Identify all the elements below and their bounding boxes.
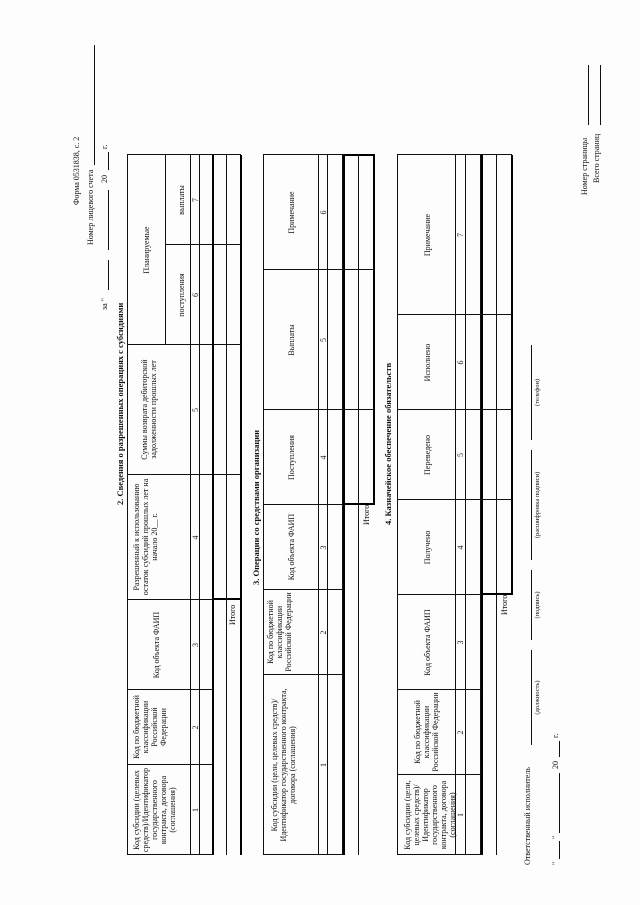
phone-line: [531, 345, 532, 440]
section2-title: 2. Сведения о разрешенных операциях с субсидиями: [115, 302, 125, 505]
s2-num7: 7: [191, 198, 200, 202]
date-quote-open: ": [551, 861, 560, 865]
day-field: [108, 260, 109, 290]
year-field: [108, 152, 109, 170]
s3-col1-header: Код субсидии (цели, целевых средств)/Идентификатор государственного контракта, договора (соглашения): [270, 688, 297, 842]
section4-title: 4. Казначейское обеспечение обязательств: [383, 362, 393, 525]
s3-total-label: Итого: [362, 504, 371, 525]
date-g: г.: [551, 733, 560, 738]
pages-total-label: Всего страниц: [592, 133, 601, 183]
position-line: [531, 650, 532, 745]
s2-num3: 3: [191, 643, 200, 647]
s2-num4: 4: [191, 535, 200, 540]
account-year-prefix: 20: [100, 175, 109, 183]
executor-label: Ответственный исполнитель: [523, 767, 532, 865]
s4-col3-header: Код объекта ФАИП: [423, 609, 432, 676]
phone-caption: (телефон): [534, 378, 541, 407]
s3-num5: 5: [319, 338, 328, 342]
s4-total-label: Итого: [500, 594, 509, 615]
date-day-line: [559, 841, 560, 859]
s2-col6-header: поступления: [177, 273, 186, 317]
form-code: Форма 0531838, с. 2: [72, 136, 81, 205]
account-year-suffix: г.: [100, 144, 109, 149]
s4-num6: 6: [456, 360, 465, 365]
s4-col5-header: Переведено: [423, 435, 432, 475]
section3-title: 3. Операции со средствами организации: [251, 429, 261, 585]
s2-col3-header: Код объекта ФАИП: [152, 611, 161, 679]
s3-num4: 4: [319, 455, 328, 460]
s2-col2-header: Код по бюджетной классификации Российской Федерации: [132, 695, 168, 759]
s3-col2-header: Код по бюджетной классификации Российской Федерации: [266, 592, 293, 672]
s2-col1-header: Код субсидии (целевых средств)/Идентификатор государственного контракта, договора (соглашения): [132, 767, 177, 853]
s3-col5-header: Выплаты: [287, 324, 296, 356]
s4-col4-header: Получено: [423, 530, 432, 565]
s3-num2: 2: [319, 630, 328, 635]
s2-total-label: Итого: [228, 604, 237, 625]
s3-num6: 6: [319, 210, 328, 215]
s2-num1: 1: [191, 808, 200, 812]
s4-num5: 5: [456, 453, 465, 457]
s2-col4-header: Разрешенный к использованию остаток субсидий прошлых лет на начало 20__ г.: [132, 478, 159, 596]
s2-num2: 2: [191, 725, 200, 730]
decoding-line: [531, 450, 532, 560]
s3-col6-header: Примечание: [287, 191, 296, 234]
month-field: [108, 190, 109, 250]
s3-num1: 1: [319, 763, 328, 767]
s4-num1: 1: [456, 813, 465, 817]
account-label: Номер лицевого счета: [86, 169, 95, 245]
s4-col2-header: Код по бюджетной классификации Российской Федерации: [413, 692, 440, 772]
account-za: за ": [100, 298, 109, 310]
s4-col1-header: Код субсидии (цели, целевых средств)/Идентификатор государственного контракта, договора (соглашения): [403, 780, 457, 850]
signature-caption: (подпись): [534, 591, 541, 619]
position-caption: (должность): [534, 680, 541, 715]
date-year-prefix: 20: [551, 761, 560, 769]
s2-num6: 6: [191, 293, 200, 297]
s4-num4: 4: [456, 545, 465, 550]
s3-col4-header: Поступления: [287, 435, 296, 480]
s3-col3-header: Код объекта ФАИП: [287, 513, 296, 581]
date-month-line: [559, 773, 560, 833]
decoding-caption: (расшифровка подписи): [534, 471, 541, 539]
s2-col7-header: выплаты: [177, 185, 186, 215]
s4-col7-header: Примечание: [423, 213, 432, 257]
pages-total-line: [600, 65, 601, 125]
s4-num3: 3: [456, 640, 465, 645]
s2-col5-header: Суммы возврата дебиторской задолженности прошлых лет: [140, 359, 158, 460]
date-year-line: [559, 741, 560, 757]
signature-line: [531, 570, 532, 640]
s4-col6-header: Исполнено: [423, 343, 432, 382]
s2-planned-header: Планируемые: [142, 226, 151, 274]
account-number-field: [94, 45, 95, 165]
s2-num5: 5: [191, 408, 200, 412]
date-quote-close: ": [551, 835, 560, 839]
s3-num3: 3: [319, 545, 328, 550]
page-number-label: Номер страницы: [580, 137, 589, 195]
s4-num7: 7: [456, 233, 465, 237]
s4-num2: 2: [456, 730, 465, 735]
page-number-line: [588, 65, 589, 125]
